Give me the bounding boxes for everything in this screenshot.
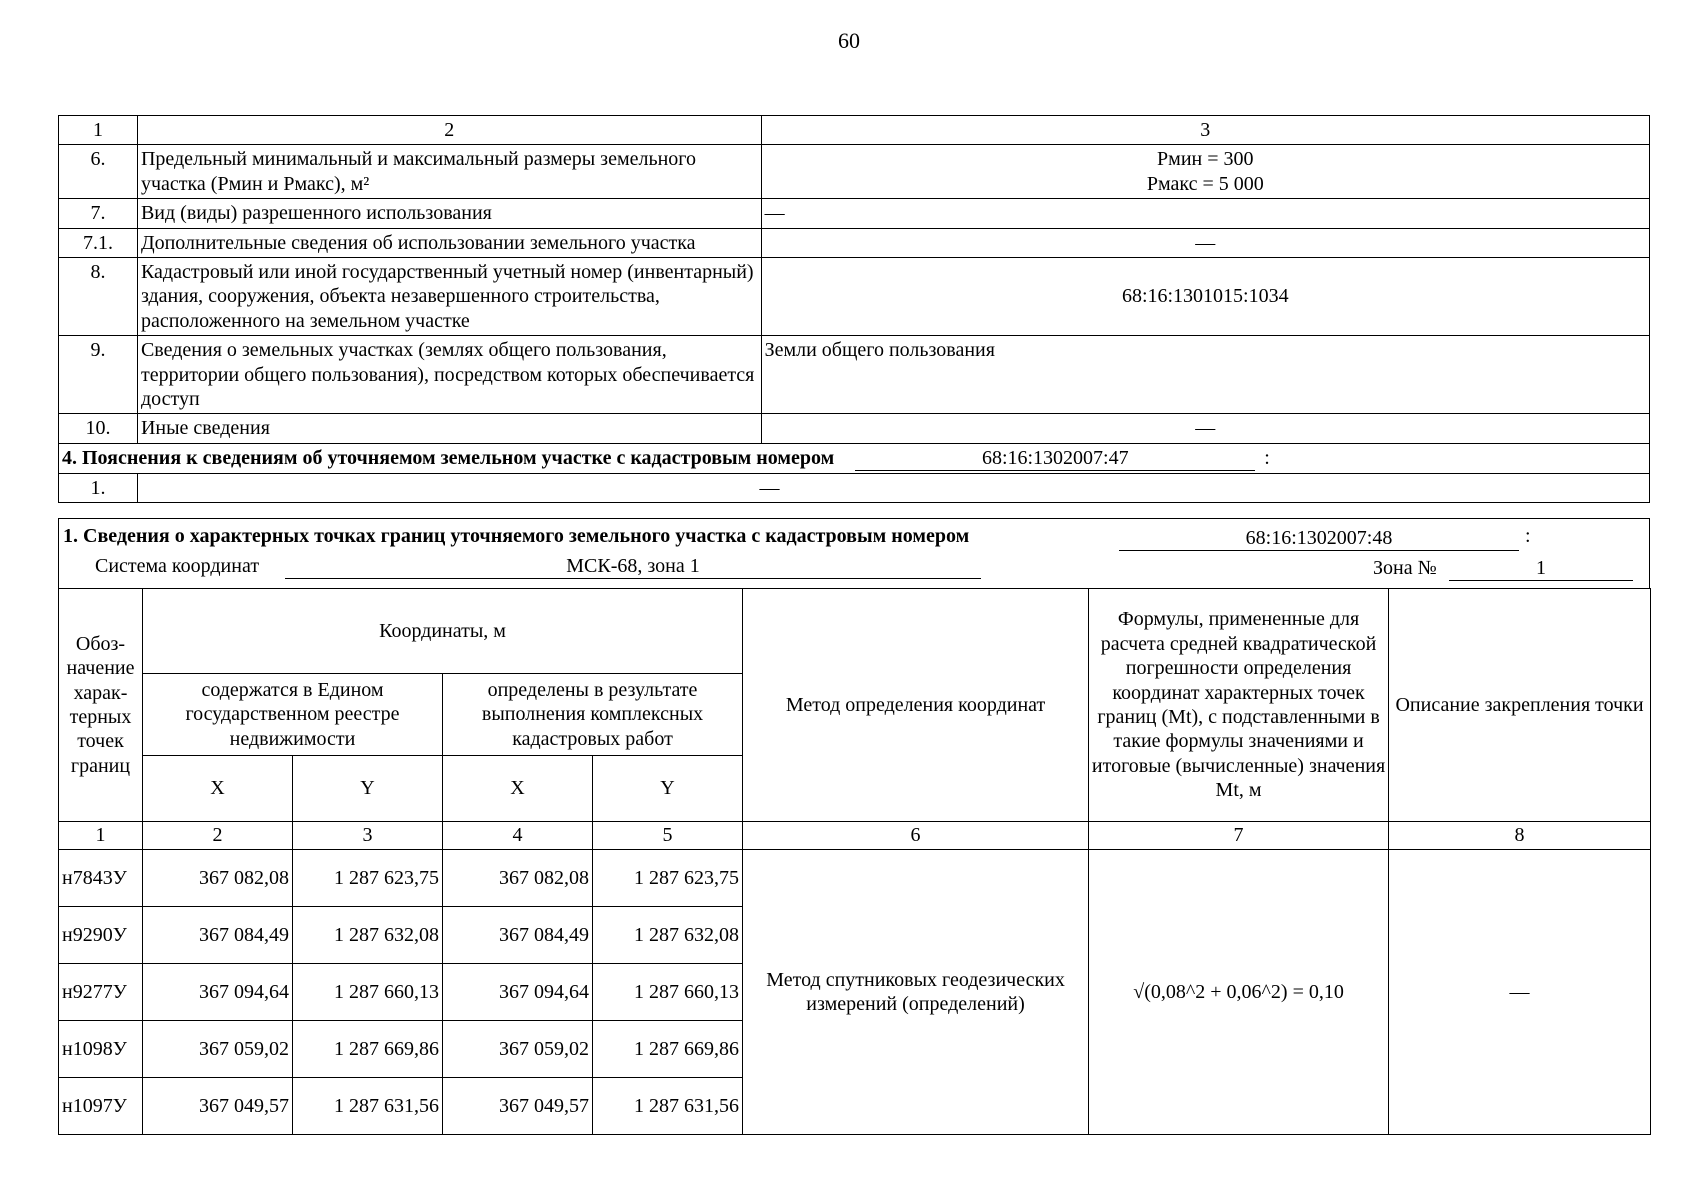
- row-label: Вид (виды) разрешенного использования: [137, 199, 761, 228]
- section4-cadastral-number: 68:16:1302007:47: [855, 446, 1255, 471]
- point-x-kkr: 367 084,49: [443, 907, 593, 964]
- row-number: 9.: [59, 336, 138, 414]
- point-y-egrn: 1 287 669,86: [293, 1021, 443, 1078]
- y-header: Y: [593, 756, 743, 822]
- row-number: 6.: [59, 145, 138, 199]
- column-number: 3: [293, 822, 443, 850]
- column-number: 2: [143, 822, 293, 850]
- col-method-header: Метод определения координат: [743, 589, 1089, 822]
- column-number: 7: [1089, 822, 1389, 850]
- col-kkr-header: определены в результате выполнения комплексных кадастровых работ: [443, 674, 743, 756]
- table-header-row: [59, 116, 1650, 145]
- header-cell: 3: [761, 116, 1649, 145]
- table-row: [59, 145, 1650, 199]
- point-y-kkr: 1 287 631,56: [593, 1078, 743, 1135]
- row-number: 10.: [59, 414, 138, 443]
- header-cell: 1: [59, 116, 138, 145]
- zone-label: Зона №: [1373, 557, 1437, 579]
- point-y-kkr: 1 287 669,86: [593, 1021, 743, 1078]
- row-value: 68:16:1301015:1034: [761, 257, 1649, 335]
- point-x-kkr: 367 059,02: [443, 1021, 593, 1078]
- row-label: Предельный минимальный и максимальный размеры земельного участка (Рмин и Рмакс), м²: [137, 145, 761, 199]
- column-number: 1: [59, 822, 143, 850]
- column-number: 5: [593, 822, 743, 850]
- row-value: [137, 474, 1649, 503]
- point-y-egrn: 1 287 631,56: [293, 1078, 443, 1135]
- point-y-egrn: 1 287 660,13: [293, 964, 443, 1021]
- row-value: [761, 145, 1649, 199]
- section1-heading: [58, 518, 1650, 588]
- row-value-text: —: [759, 477, 780, 500]
- x-header: X: [443, 756, 593, 822]
- section1-cadastral-number: 68:16:1302007:48: [1119, 527, 1519, 551]
- table-row: [59, 336, 1650, 414]
- point-x-egrn: 367 049,57: [143, 1078, 293, 1135]
- formula-value: √(0,08^2 + 0,06^2) = 0,10: [1089, 850, 1389, 1135]
- col-description-header: Описание закрепления точки: [1389, 589, 1651, 822]
- point-id: н1097У: [59, 1078, 143, 1135]
- point-x-egrn: 367 059,02: [143, 1021, 293, 1078]
- column-number: 6: [743, 822, 1089, 850]
- section4-colon: :: [1264, 446, 1270, 469]
- zone-value: 1: [1449, 557, 1633, 581]
- point-x-kkr: 367 082,08: [443, 850, 593, 907]
- table-row: [59, 474, 1650, 503]
- table-row: [59, 228, 1650, 257]
- column-number: 4: [443, 822, 593, 850]
- column-number: 8: [1389, 822, 1651, 850]
- col-egrn-header: содержатся в Едином государственном реестре недвижимости: [143, 674, 443, 756]
- section1-title: 1. Сведения о характерных точках границ уточняемого земельного участка с кадастровым номером: [63, 525, 970, 547]
- point-id: н7843У: [59, 850, 143, 907]
- point-y-kkr: 1 287 660,13: [593, 964, 743, 1021]
- method-value: Метод спутниковых геодезических измерений (определений): [743, 850, 1089, 1135]
- row-label: Иные сведения: [137, 414, 761, 443]
- point-y-egrn: 1 287 623,75: [293, 850, 443, 907]
- row-number: 7.: [59, 199, 138, 228]
- row-value: —: [761, 414, 1649, 443]
- point-x-kkr: 367 049,57: [443, 1078, 593, 1135]
- row-number: 7.1.: [59, 228, 138, 257]
- table-row: [59, 414, 1650, 443]
- boundary-points-table: [58, 588, 1651, 1135]
- col-formula-header: Формулы, примененные для расчета средней квадратической погрешности определения координат характерных точек границ (Mt), с подставленными в такие формулы значениями и итоговые (вычисленные) значения Mt, м: [1089, 589, 1389, 822]
- land-plot-info-table: [58, 115, 1650, 503]
- point-y-kkr: 1 287 632,08: [593, 907, 743, 964]
- row-value-line: Рмакс = 5 000: [1146, 172, 1264, 195]
- section4-heading-row: [59, 443, 1650, 473]
- point-id: н9290У: [59, 907, 143, 964]
- row-label: Кадастровый или иной государственный учетный номер (инвентарный) здания, сооружения, объекта незавершенного строительства, расположенного на земельном участке: [137, 257, 761, 335]
- column-number-row: [59, 822, 1651, 850]
- table-row: [59, 850, 1651, 907]
- coord-system-label: Система координат: [95, 555, 260, 577]
- header-cell: 2: [137, 116, 761, 145]
- coord-system-value: МСК-68, зона 1: [285, 555, 981, 579]
- point-x-egrn: 367 094,64: [143, 964, 293, 1021]
- row-number: 8.: [59, 257, 138, 335]
- point-y-kkr: 1 287 623,75: [593, 850, 743, 907]
- x-header: X: [143, 756, 293, 822]
- col-designation-header: Обоз-начение харак-терных точек границ: [59, 589, 143, 822]
- row-value: Земли общего пользования: [761, 336, 1649, 414]
- section4-title: 4. Пояснения к сведениям об уточняемом земельном участке с кадастровым номером: [62, 446, 835, 469]
- point-x-egrn: 367 082,08: [143, 850, 293, 907]
- page-number: 60: [838, 28, 860, 53]
- row-value: —: [761, 228, 1649, 257]
- point-id: н9277У: [59, 964, 143, 1021]
- description-value: —: [1389, 850, 1651, 1135]
- row-value-line: Рмин = 300: [1157, 148, 1254, 171]
- row-label: Дополнительные сведения об использовании земельного участка: [137, 228, 761, 257]
- row-number: 1.: [59, 474, 138, 503]
- table-row: [59, 257, 1650, 335]
- point-x-egrn: 367 084,49: [143, 907, 293, 964]
- row-value: —: [761, 199, 1649, 228]
- section1-colon: :: [1525, 525, 1531, 547]
- col-coords-header: Координаты, м: [143, 589, 743, 674]
- point-x-kkr: 367 094,64: [443, 964, 593, 1021]
- table-row: [59, 199, 1650, 228]
- point-y-egrn: 1 287 632,08: [293, 907, 443, 964]
- section4-heading: [59, 443, 1650, 473]
- y-header: Y: [293, 756, 443, 822]
- point-id: н1098У: [59, 1021, 143, 1078]
- row-label: Сведения о земельных участках (землях общего пользования, территории общего пользования), посредством которых обеспечивается доступ: [137, 336, 761, 414]
